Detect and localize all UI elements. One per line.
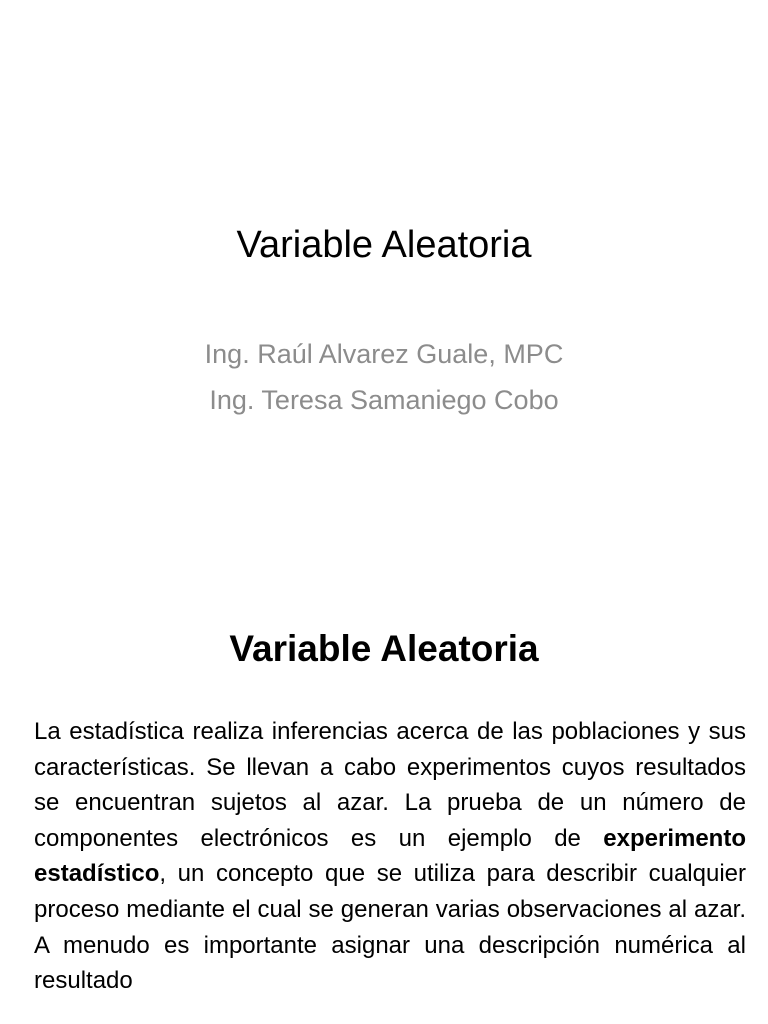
paragraph-text-end: , un concepto que se utiliza para describir cualquier proceso mediante el cual se generan varias observaciones al azar. A menudo es importante asignar una descripción numérica al resultado (34, 860, 746, 995)
content-slide (0, 576, 768, 1024)
slide-title: Variable Aleatoria (236, 224, 532, 266)
body-paragraph (34, 714, 746, 999)
bold-term: experimento estadístico (34, 824, 746, 888)
author-name-2: Ing. Teresa Samaniego Cobo (209, 385, 559, 415)
author-name-1: Ing. Raúl Alvarez Guale, MPC (204, 339, 564, 369)
content-slide-title: Variable Aleatoria (229, 628, 539, 669)
paragraph-text-start: La estadística realiza inferencias acerca de las poblaciones y sus características. Se llevan a cabo experimentos cuyos resultados se encuentran sujetos al azar. La prueba de un número de componentes electrónicos es un ejemplo de (34, 718, 746, 852)
